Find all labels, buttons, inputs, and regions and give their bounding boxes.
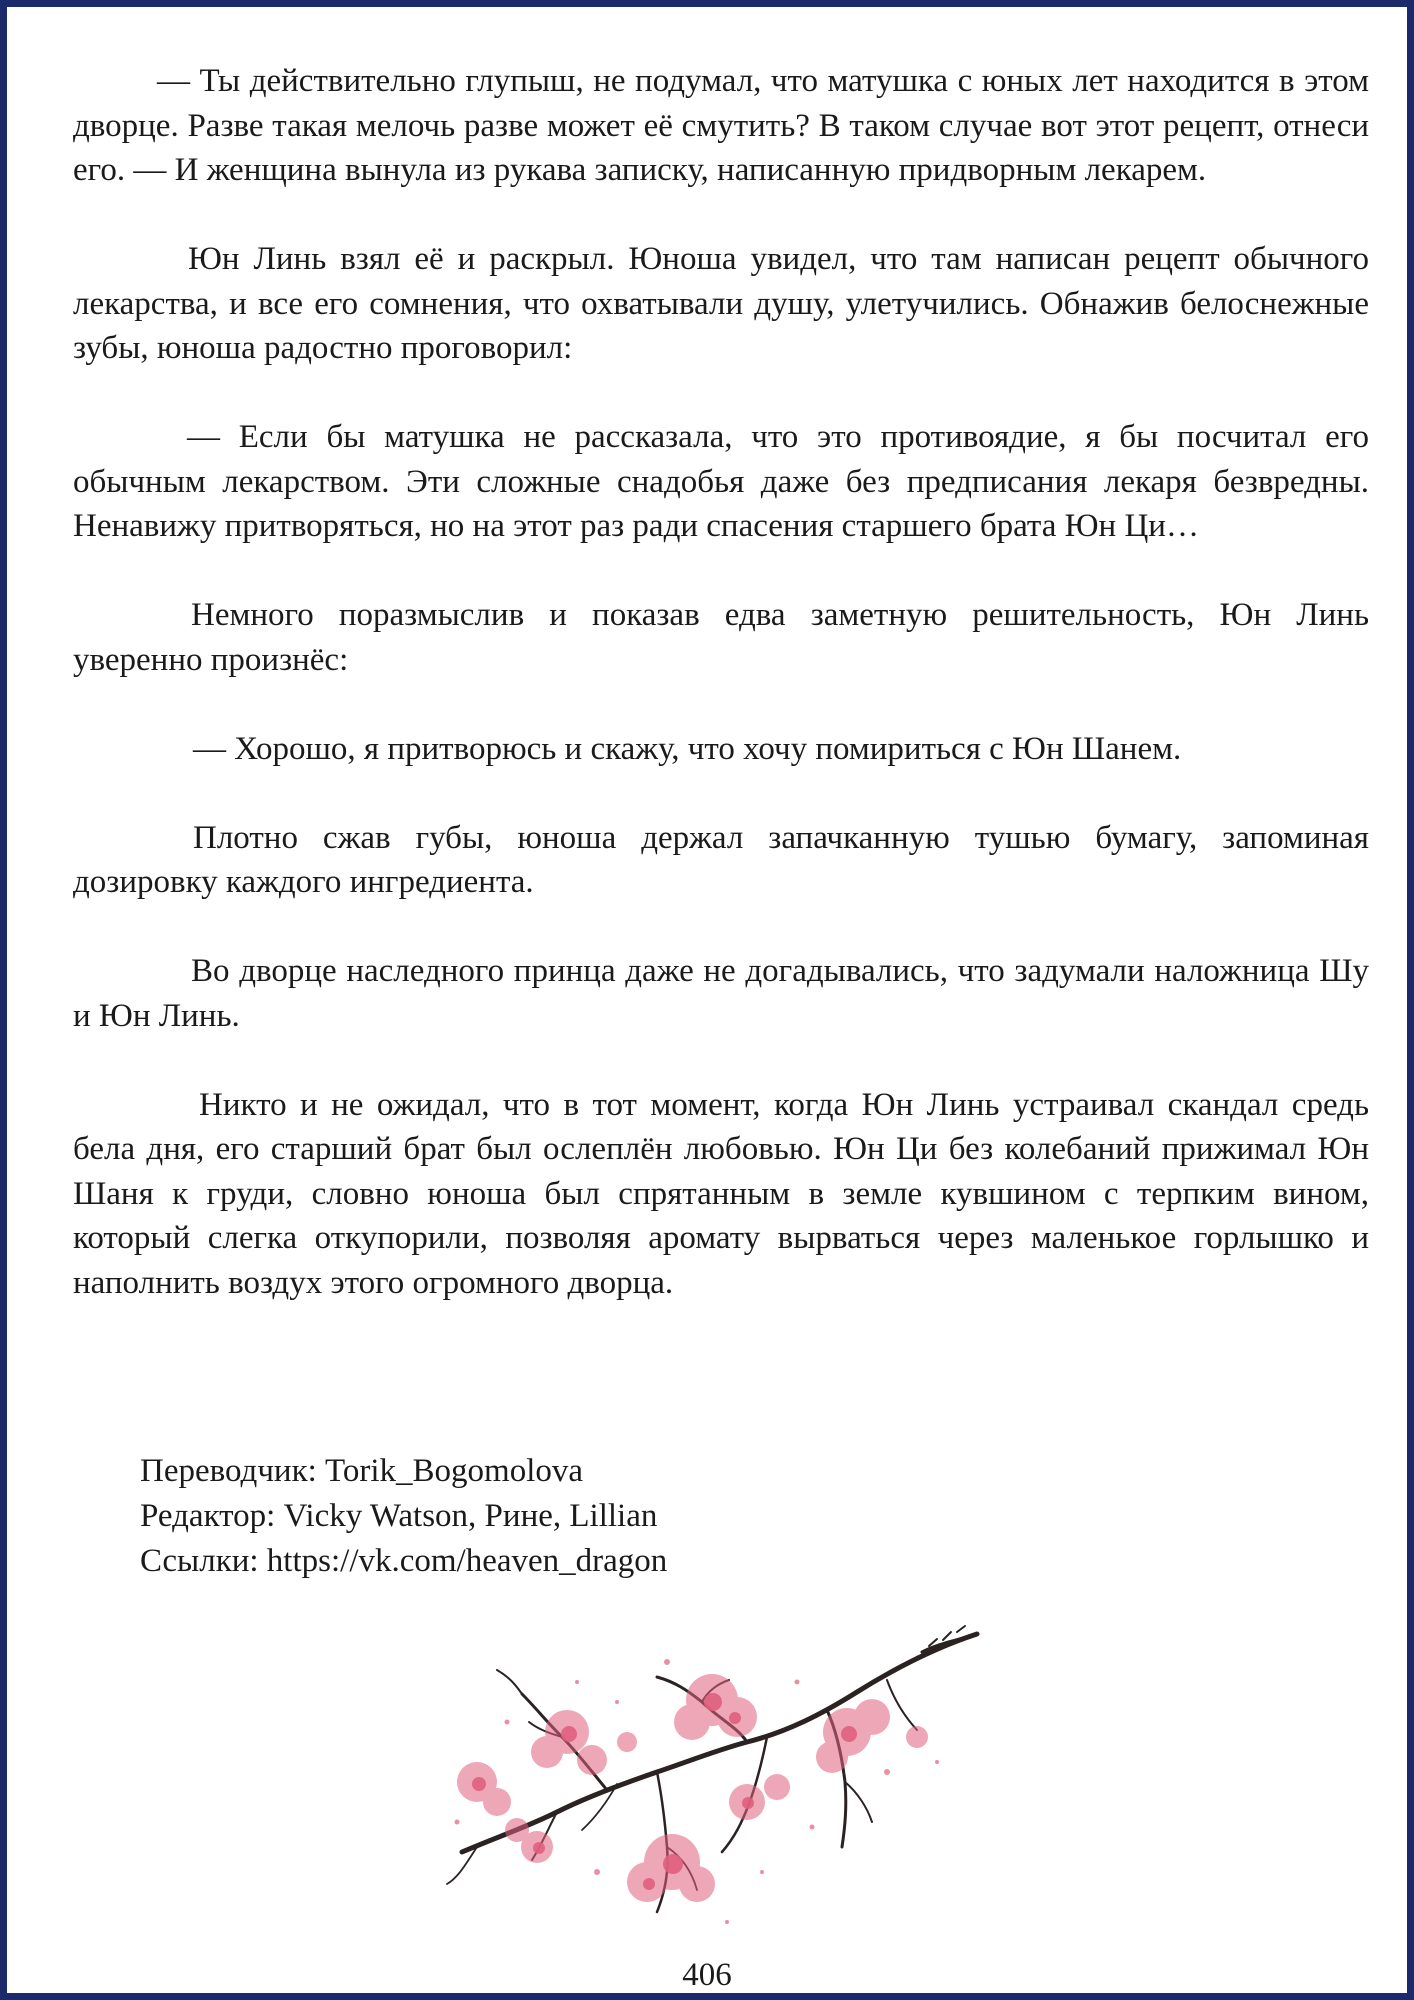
translator-credit: Переводчик: Torik_Bogomolova [140, 1453, 584, 1489]
links-credit: Ссылки: https://vk.com/heaven_dragon [140, 1543, 668, 1579]
body-text [73, 59, 1369, 1350]
credits [140, 1449, 667, 1584]
editor-credit: Редактор: Vicky Watson, Рине, Lillian [140, 1498, 658, 1534]
paragraph-7: Во дворце наследного принца даже не догадывались, что задумали наложница Шу и Юн Линь. [73, 953, 1369, 1034]
paragraph-5: — Хорошо, я притворюсь и скажу, что хочу помириться с Юн Шанем. [193, 730, 1182, 767]
paragraph-3: — Если бы матушка не рассказала, что это противоядие, я бы посчитал его обычным лекарством. Эти сложные снадобья даже без предписания лекаря безвредны. Ненавижу притворяться, но на этот раз ради спасения старшего брата Юн Ци… [73, 419, 1369, 544]
paragraph-8: Никто и не ожидал, что в тот момент, когда Юн Линь устраивал скандал средь бела дня, его старший брат был ослеплён любовью. Юн Ци без колебаний прижимал Юн Шаня к груди, словно юноша был спрятанным в земле кувшином с терпким вином, который слегка откупорили, позволяя аромату вырваться через маленькое горлышко и наполнить воздух этого огромного дворца. [73, 1086, 1369, 1301]
cherry-blossom-branch-icon [417, 1622, 987, 1942]
paragraph-6: Плотно сжав губы, юноша держал запачканную тушью бумагу, запоминая дозировку каждого ингредиента. [73, 819, 1369, 900]
paragraph-4: Немного поразмыслив и показав едва заметную решительность, Юн Линь уверенно произнёс: [73, 597, 1369, 678]
paragraph-2: Юн Линь взял её и раскрыл. Юноша увидел, что там написан рецепт обычного лекарства, и все его сомнения, что охватывали душу, улетучились. Обнажив белоснежные зубы, юноша радостно проговорил: [73, 241, 1369, 366]
paragraph-1: — Ты действительно глупыш, не подумал, что матушка с юных лет находится в этом дворце. Разве такая мелочь разве может её смутить? В таком случае вот этот рецепт, отнеси его. — И женщина вынула из рукава записку, написанную придворным лекарем. [73, 63, 1369, 188]
page-number: 406 [682, 1957, 732, 1993]
